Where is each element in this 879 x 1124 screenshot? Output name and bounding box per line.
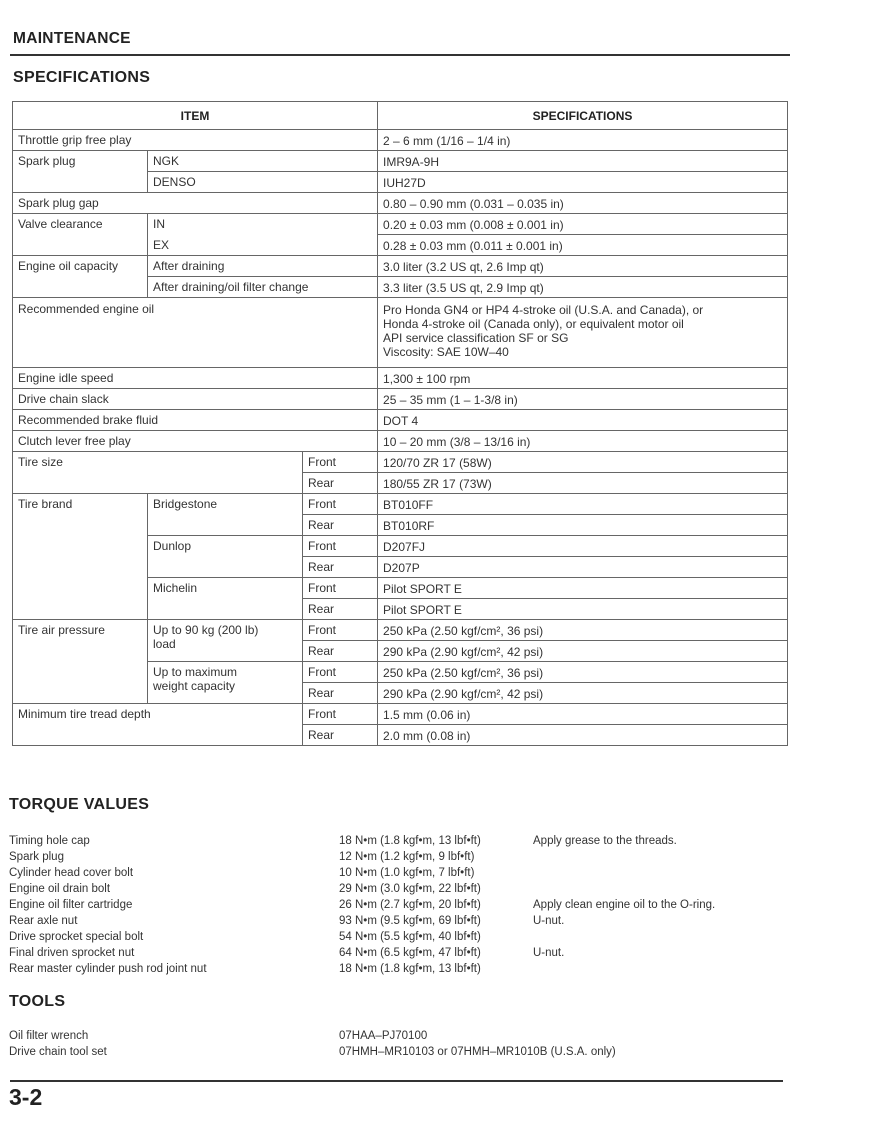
item-label: Tire air pressure [13, 620, 148, 704]
table-row [13, 410, 788, 431]
torque-item-value: 54 N•m (5.5 kgf•m, 40 lbf•ft) [339, 931, 481, 943]
torque-item-value: 12 N•m (1.2 kgf•m, 9 lbf•ft) [339, 851, 475, 863]
position-label: Rear [303, 725, 378, 746]
spec-value: 290 kPa (2.90 kgf/cm², 42 psi) [378, 683, 788, 704]
torque-item-value: 64 N•m (6.5 kgf•m, 47 lbf•ft) [339, 947, 481, 959]
sub-label: Michelin [148, 578, 303, 620]
spec-line: Pro Honda GN4 or HP4 4-stroke oil (U.S.A. and Canada), or [383, 303, 704, 317]
tool-name: Oil filter wrench [9, 1030, 89, 1042]
torque-item-value: 18 N•m (1.8 kgf•m, 13 lbf•ft) [339, 835, 481, 847]
sub-label: IN [148, 214, 378, 235]
item-label: Tire brand [13, 494, 148, 620]
spec-value: IUH27D [378, 172, 788, 193]
position-label: Rear [303, 683, 378, 704]
torque-item-note [533, 961, 715, 977]
torque-item-value: 10 N•m (1.0 kgf•m, 7 lbf•ft) [339, 867, 475, 879]
sub-label: Bridgestone [148, 494, 303, 536]
torque-item-name: Cylinder head cover bolt [9, 867, 134, 879]
spec-value: 0.20 ± 0.03 mm (0.008 ± 0.001 in) [378, 214, 788, 235]
table-row [13, 193, 788, 214]
sub-label: Dunlop [148, 536, 303, 578]
tool-part-number: 07HMH–MR10103 or 07HMH–MR1010B (U.S.A. only) [339, 1046, 616, 1058]
item-label: Spark plug [13, 151, 148, 193]
spec-value: 2.0 mm (0.08 in) [378, 725, 788, 746]
torque-item-name: Engine oil drain bolt [9, 883, 111, 895]
spec-value: 2 – 6 mm (1/16 – 1/4 in) [378, 130, 788, 151]
item-label: Clutch lever free play [13, 431, 378, 452]
spec-value: D207FJ [378, 536, 788, 557]
item-label: Minimum tire tread depth [13, 704, 303, 746]
sub-label-line: Up to 90 kg (200 lb) [153, 623, 259, 637]
sub-label: After draining [148, 256, 378, 277]
spec-value: Pilot SPORT E [378, 578, 788, 599]
spec-value: 0.28 ± 0.03 mm (0.011 ± 0.001 in) [378, 235, 788, 256]
torque-item-name: Rear master cylinder push rod joint nut [9, 963, 207, 975]
spec-value: BT010RF [378, 515, 788, 536]
table-row [13, 704, 788, 725]
table-row [13, 130, 788, 151]
header-item: ITEM [13, 102, 378, 130]
spec-value: BT010FF [378, 494, 788, 515]
tool-part-number: 07HAA–PJ70100 [339, 1030, 428, 1042]
specifications-heading: SPECIFICATIONS [13, 69, 151, 86]
torque-item-names [9, 833, 207, 977]
table-row [13, 368, 788, 389]
sub-label-line: weight capacity [153, 679, 236, 693]
item-label: Drive chain slack [13, 389, 378, 410]
torque-item-name: Final driven sprocket nut [9, 947, 135, 959]
spec-value: 25 – 35 mm (1 – 1-3/8 in) [378, 389, 788, 410]
header-rule [10, 54, 790, 56]
spec-value: 290 kPa (2.90 kgf/cm², 42 psi) [378, 641, 788, 662]
torque-item-note: Apply clean engine oil to the O-ring. [533, 899, 716, 911]
item-label: Throttle grip free play [13, 130, 378, 151]
position-label: Front [303, 536, 378, 557]
spec-line: Viscosity: SAE 10W–40 [383, 345, 509, 359]
table-row [13, 298, 788, 368]
table-row [13, 494, 788, 515]
position-label: Front [303, 620, 378, 641]
torque-item-note: U-nut. [533, 947, 565, 959]
sub-label: EX [148, 235, 378, 256]
torque-item-name: Rear axle nut [9, 915, 78, 927]
item-label: Engine oil capacity [13, 256, 148, 298]
sub-label-line: load [153, 637, 176, 651]
spec-value: 1,300 ± 100 rpm [378, 368, 788, 389]
torque-item-values [339, 833, 481, 977]
header-specifications: SPECIFICATIONS [378, 102, 788, 130]
table-row [13, 256, 788, 277]
spec-value [378, 298, 788, 368]
item-label: Tire size [13, 452, 303, 494]
tools-heading: TOOLS [9, 993, 66, 1010]
torque-item-value: 93 N•m (9.5 kgf•m, 69 lbf•ft) [339, 915, 481, 927]
position-label: Rear [303, 473, 378, 494]
table-row [13, 214, 788, 235]
table-header-row [13, 102, 788, 130]
footer-rule [10, 1080, 783, 1082]
item-label: Engine idle speed [13, 368, 378, 389]
position-label: Rear [303, 515, 378, 536]
specifications-table [12, 101, 788, 746]
torque-item-value: 29 N•m (3.0 kgf•m, 22 lbf•ft) [339, 883, 481, 895]
table-row [13, 389, 788, 410]
spec-value: 1.5 mm (0.06 in) [378, 704, 788, 725]
sub-label [148, 662, 303, 704]
torque-item-note [533, 929, 715, 945]
torque-item-note: U-nut. [533, 915, 565, 927]
torque-item-name: Spark plug [9, 851, 64, 863]
position-label: Front [303, 578, 378, 599]
spec-value: Pilot SPORT E [378, 599, 788, 620]
table-row [13, 151, 788, 172]
position-label: Front [303, 452, 378, 473]
item-label: Valve clearance [13, 214, 148, 256]
spec-line: Honda 4-stroke oil (Canada only), or equivalent motor oil [383, 317, 684, 331]
spec-value: IMR9A-9H [378, 151, 788, 172]
spec-line: API service classification SF or SG [383, 331, 569, 345]
position-label: Front [303, 662, 378, 683]
torque-item-name: Timing hole cap [9, 835, 90, 847]
position-label: Rear [303, 599, 378, 620]
spec-value: 10 – 20 mm (3/8 – 13/16 in) [378, 431, 788, 452]
sub-label: After draining/oil filter change [148, 277, 378, 298]
spec-value: 0.80 – 0.90 mm (0.031 – 0.035 in) [378, 193, 788, 214]
torque-item-value: 18 N•m (1.8 kgf•m, 13 lbf•ft) [339, 963, 481, 975]
position-label: Front [303, 494, 378, 515]
position-label: Rear [303, 641, 378, 662]
item-label: Recommended engine oil [13, 298, 378, 368]
page-header-title: MAINTENANCE [13, 30, 131, 47]
torque-item-note [533, 881, 715, 897]
page-number: 3-2 [9, 1084, 43, 1110]
position-label: Front [303, 704, 378, 725]
table-row [13, 452, 788, 473]
torque-item-name: Engine oil filter cartridge [9, 899, 133, 911]
spec-value: 250 kPa (2.50 kgf/cm², 36 psi) [378, 620, 788, 641]
spec-value: D207P [378, 557, 788, 578]
tool-names [9, 1028, 107, 1060]
torque-item-note [533, 865, 715, 881]
spec-value: 3.3 liter (3.5 US qt, 2.9 Imp qt) [378, 277, 788, 298]
sub-label-line: Up to maximum [153, 665, 238, 679]
torque-item-note [533, 849, 715, 865]
torque-item-value: 26 N•m (2.7 kgf•m, 20 lbf•ft) [339, 899, 481, 911]
position-label: Rear [303, 557, 378, 578]
table-row [13, 431, 788, 452]
table-row [13, 620, 788, 641]
torque-item-name: Drive sprocket special bolt [9, 931, 144, 943]
sub-label: NGK [148, 151, 378, 172]
spec-value: 180/55 ZR 17 (73W) [378, 473, 788, 494]
torque-item-notes [533, 833, 715, 977]
item-label: Recommended brake fluid [13, 410, 378, 431]
spec-value: DOT 4 [378, 410, 788, 431]
torque-item-note: Apply grease to the threads. [533, 835, 677, 847]
spec-value: 250 kPa (2.50 kgf/cm², 36 psi) [378, 662, 788, 683]
tool-part-numbers [339, 1028, 616, 1060]
sub-label [148, 620, 303, 662]
spec-value: 120/70 ZR 17 (58W) [378, 452, 788, 473]
item-label: Spark plug gap [13, 193, 378, 214]
spec-value: 3.0 liter (3.2 US qt, 2.6 Imp qt) [378, 256, 788, 277]
torque-values-heading: TORQUE VALUES [9, 796, 150, 813]
tool-name: Drive chain tool set [9, 1046, 107, 1058]
sub-label: DENSO [148, 172, 378, 193]
